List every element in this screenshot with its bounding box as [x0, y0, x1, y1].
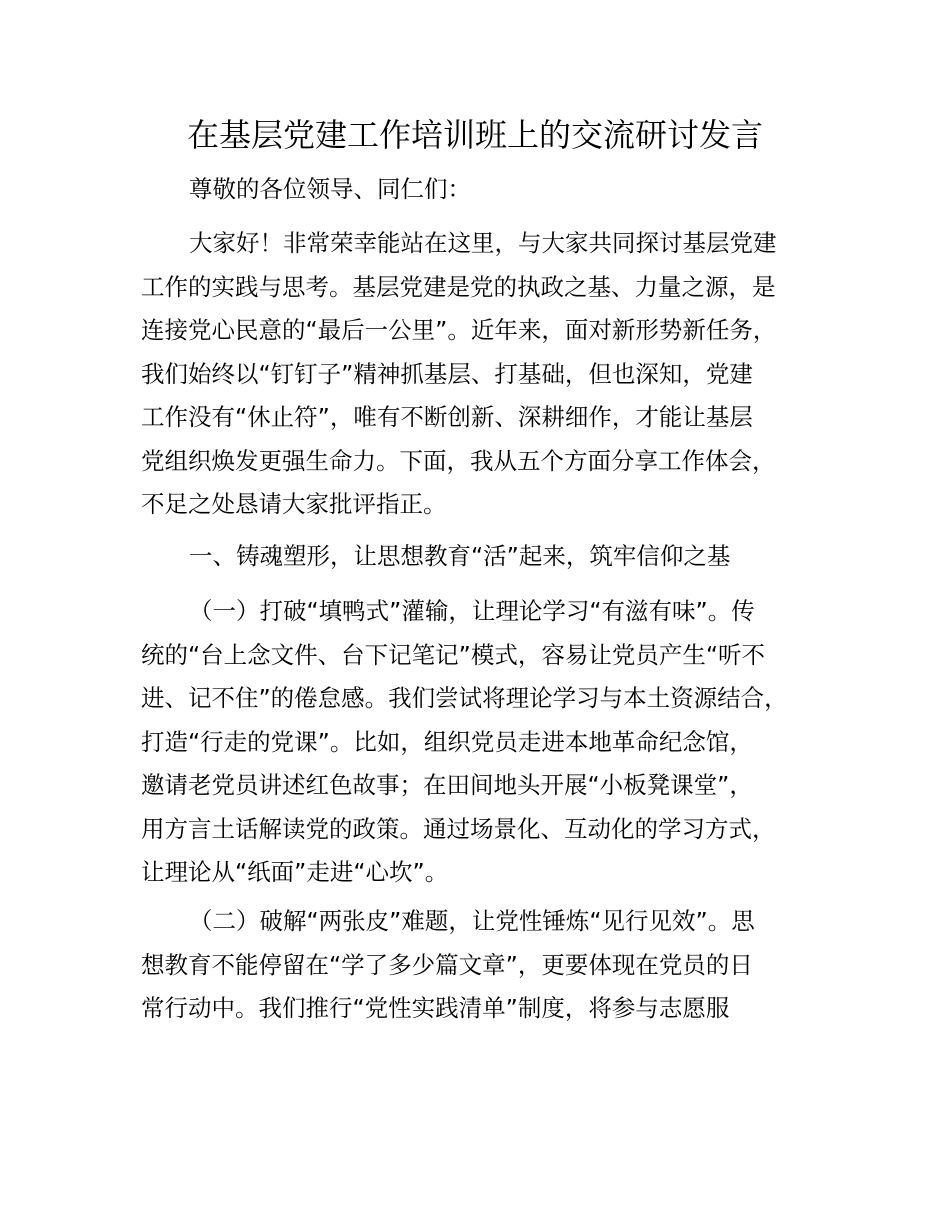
paragraph-line: 连接党心民意的“最后一公里”。近年来，面对新形势新任务， [141, 316, 777, 344]
paragraph-line: 工作的实践与思考。基层党建是党的执政之基、力量之源，是 [141, 272, 776, 301]
paragraph-line: 大家好！非常荣幸能站在这里，与大家共同探讨基层党建 [189, 229, 777, 257]
paragraph-line: （二）破解“两张皮”难题，让党性锤炼“见行见效”。思 [189, 907, 755, 935]
paragraph-line: 打造“行走的党课”。比如，组织党员走进本地革命纪念馆， [141, 727, 753, 756]
paragraph-line: （一）打破“填鸭式”灌输，让理论学习“有滋有味”。传 [189, 597, 755, 625]
paragraph-line: 常行动中。我们推行“党性实践清单”制度，将参与志愿服 [141, 994, 730, 1022]
paragraph-section-1-2 [141, 900, 841, 1031]
section-heading-1: 一、铸魂塑形，让思想教育“活”起来，筑牢信仰之基 [189, 542, 731, 570]
paragraph-line: 想教育不能停留在“学了多少篇文章”，更要体现在党员的日 [141, 950, 753, 979]
paragraph-line: 统的“台上念文件、台下记笔记”模式，容易让党员产生“听不 [141, 640, 766, 669]
paragraph-line: 党组织焕发更强生命力。下面，我从五个方面分享工作体会， [141, 446, 776, 475]
paragraph-line: 邀请老党员讲述红色故事；在田间地头开展“小板凳课堂”， [141, 771, 753, 799]
paragraph-line: 不足之处恳请大家批评指正。 [141, 490, 447, 518]
document-title: 在基层党建工作培训班上的交流研讨发言 [186, 116, 763, 154]
salutation: 尊敬的各位领导、同仁们： [189, 175, 471, 203]
paragraph-section-1-1 [141, 590, 841, 895]
paragraph-intro [141, 222, 841, 527]
paragraph-line: 让理论从“纸面”走进“心坎”。 [141, 858, 449, 886]
paragraph-line: 工作没有“休止符”，唯有不断创新、深耕细作，才能让基层 [141, 403, 753, 431]
paragraph-line: 进、记不住”的倦怠感。我们尝试将理论学习与本土资源结合， [141, 684, 788, 712]
paragraph-line: 我们始终以“钉钉子”精神抓基层、打基础，但也深知，党建 [141, 359, 753, 388]
paragraph-line: 用方言土话解读党的政策。通过场景化、互动化的学习方式， [141, 814, 776, 843]
